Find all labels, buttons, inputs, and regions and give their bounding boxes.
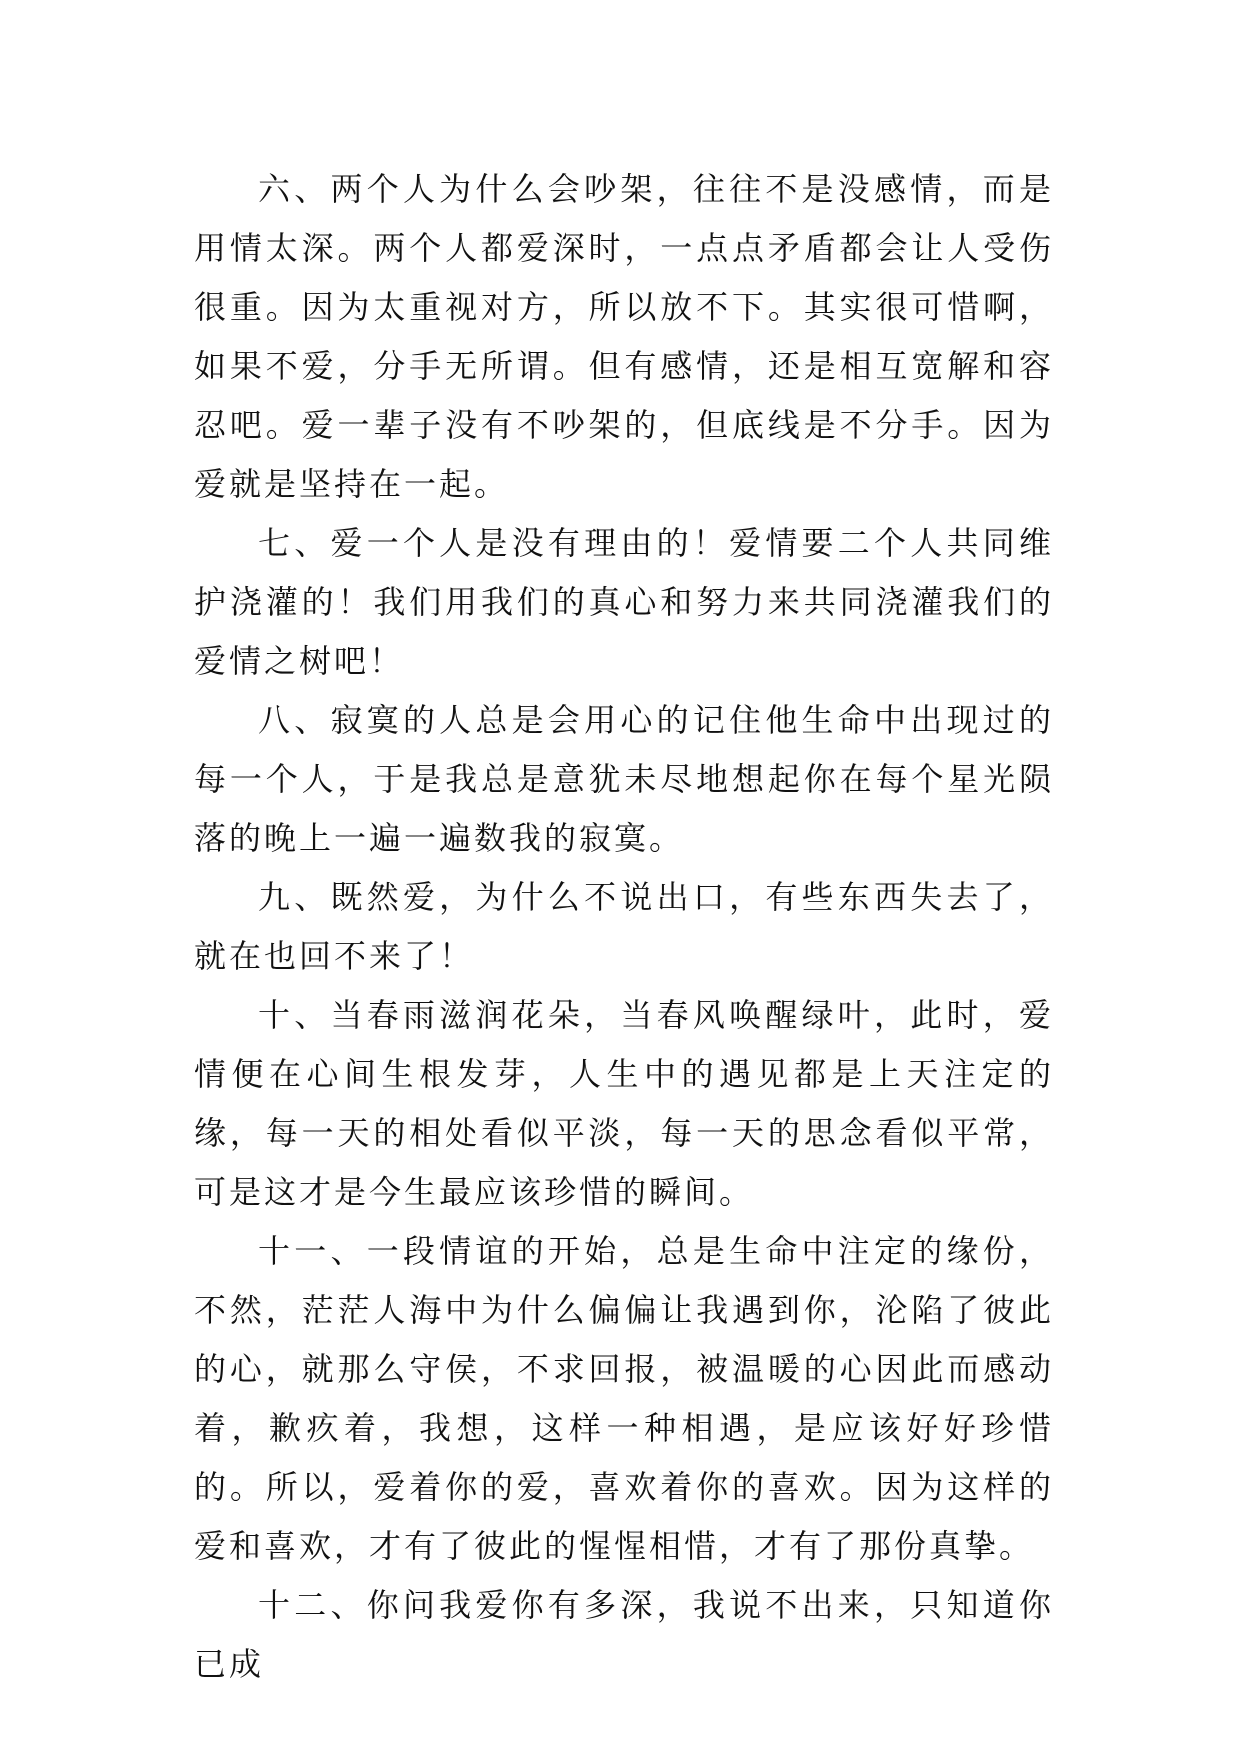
paragraph-6: 六、两个人为什么会吵架，往往不是没感情，而是用情太深。两个人都爱深时，一点点矛盾都会让人受伤很重。因为太重视对方，所以放不下。其实很可惜啊，如果不爱，分手无所谓。但有感情，还是相互宽解和容忍吧。爱一辈子没有不吵架的，但底线是不分手。因为爱就是坚持在一起。 bbox=[194, 170, 1054, 503]
paragraph-10: 十、当春雨滋润花朵，当春风唤醒绿叶，此时，爱情便在心间生根发芽，人生中的遇见都是上天注定的缘，每一天的相处看似平淡，每一天的思念看似平常，可是这才是今生最应该珍惜的瞬间。 bbox=[194, 996, 1054, 1211]
paragraph-12: 十二、你问我爱你有多深，我说不出来，只知道你已成 bbox=[194, 1586, 1054, 1683]
paragraph-7: 七、爱一个人是没有理由的！爱情要二个人共同维护浇灌的！我们用我们的真心和努力来共同浇灌我们的爱情之树吧！ bbox=[194, 524, 1054, 680]
paragraph-11: 十一、一段情谊的开始，总是生命中注定的缘份，不然，茫茫人海中为什么偏偏让我遇到你，沦陷了彼此的心，就那么守侯，不求回报，被温暖的心因此而感动着，歉疚着，我想，这样一种相遇，是应该好好珍惜的。所以，爱着你的爱，喜欢着你的喜欢。因为这样的爱和喜欢，才有了彼此的惺惺相惜，才有了那份真挚。 bbox=[194, 1232, 1054, 1565]
document-body bbox=[194, 160, 1054, 1694]
paragraph-9: 九、既然爱，为什么不说出口，有些东西失去了，就在也回不来了！ bbox=[194, 878, 1054, 975]
paragraph-8: 八、寂寞的人总是会用心的记住他生命中出现过的每一个人，于是我总是意犹未尽地想起你在每个星光陨落的晚上一遍一遍数我的寂寞。 bbox=[194, 701, 1054, 857]
